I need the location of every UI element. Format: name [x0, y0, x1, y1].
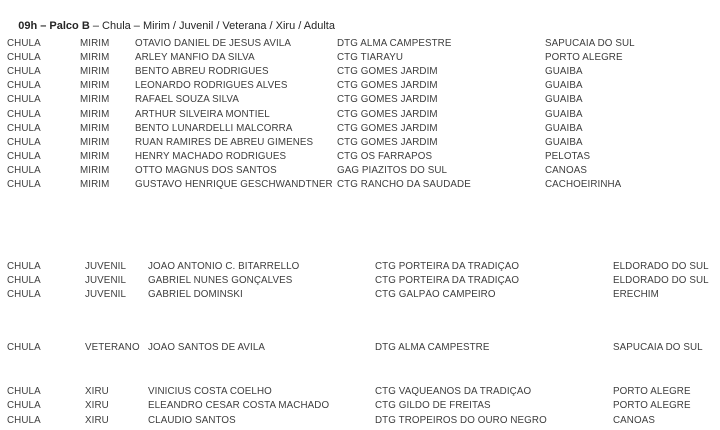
cell-participant: JOÃO SANTOS DE AVILA: [148, 341, 266, 353]
cell-participant: BENTO ABREU RODRIGUES: [135, 65, 269, 77]
cell-city: GUAIBA: [545, 65, 583, 77]
cell-category: MIRIM: [80, 151, 110, 163]
cell-participant: ELEANDRO CESAR COSTA MACHADO: [148, 400, 330, 412]
cell-modality: CHULA: [7, 51, 41, 63]
table-row: [0, 384, 720, 399]
cell-participant: LEONARDO RODRIGUES ALVES: [135, 80, 288, 92]
cell-category: XIRU: [85, 385, 109, 397]
cell-participant: JOÃO ANTONIO C. BITARRELLO: [148, 260, 300, 272]
cell-category: MIRIM: [80, 94, 110, 106]
cell-modality: CHULA: [7, 136, 41, 148]
table-row: [0, 93, 720, 107]
cell-city: ELDORADO DO SUL: [613, 274, 709, 286]
cell-category: MIRIM: [80, 80, 110, 92]
cell-city: PELOTAS: [545, 151, 591, 163]
cell-city: CACHOEIRINHA: [545, 179, 622, 191]
cell-category: JUVENIL: [85, 288, 126, 300]
cell-modality: CHULA: [7, 179, 41, 191]
cell-modality: CHULA: [7, 165, 41, 177]
cell-modality: CHULA: [7, 288, 41, 300]
cell-modality: CHULA: [7, 414, 41, 426]
cell-city: GUAIBA: [545, 108, 583, 120]
cell-entity: GAG PIAZITOS DO SUL: [337, 165, 448, 177]
table-row: [0, 50, 720, 64]
cell-category: MIRIM: [80, 136, 110, 148]
table-row: [0, 64, 720, 78]
cell-entity: DTG ALMA CAMPESTRE: [375, 341, 490, 353]
cell-entity: CTG RANCHO DA SAUDADE: [337, 179, 471, 191]
cell-city: PORTO ALEGRE: [613, 400, 691, 412]
cell-entity: CTG GOMES JARDIM: [337, 65, 438, 77]
cell-participant: RAFAEL SOUZA SILVA: [135, 94, 239, 106]
cell-city: ERECHIM: [613, 288, 659, 300]
table-row: [0, 287, 720, 301]
cell-modality: CHULA: [7, 80, 41, 92]
section-chula-mirim: [0, 36, 720, 192]
cell-category: XIRU: [85, 414, 109, 426]
cell-city: CANOAS: [545, 165, 587, 177]
cell-entity: CTG GOMES JARDIM: [337, 80, 438, 92]
cell-modality: CHULA: [7, 122, 41, 134]
table-row: [0, 135, 720, 149]
cell-city: GUAIBA: [545, 136, 583, 148]
header-description: – Chula – Mirim / Juvenil / Veterana / Xiru / Adulta: [89, 20, 335, 32]
cell-participant: ARTHUR SILVEIRA MONTIEL: [135, 108, 270, 120]
cell-modality: CHULA: [7, 108, 41, 120]
cell-entity: CTG VAQUEANOS DA TRADIÇÃO: [375, 385, 532, 397]
cell-participant: RUAN RAMIRES DE ABREU GIMENES: [135, 136, 314, 148]
cell-modality: CHULA: [7, 400, 41, 412]
cell-category: JUVENIL: [85, 260, 126, 272]
table-row: [0, 413, 720, 428]
cell-participant: HENRY MACHADO RODRIGUES: [135, 151, 287, 163]
table-row: [0, 259, 720, 273]
cell-entity: CTG GOMES JARDIM: [337, 136, 438, 148]
cell-category: MIRIM: [80, 65, 110, 77]
cell-participant: VINICIUS COSTA COELHO: [148, 385, 272, 397]
cell-entity: CTG GOMES JARDIM: [337, 122, 438, 134]
cell-city: GUAIBA: [545, 80, 583, 92]
cell-participant: BENTO LUNARDELLI MALCORRA: [135, 122, 293, 134]
cell-entity: CTG GALPÃO CAMPEIRO: [375, 288, 496, 300]
cell-city: SAPUCAIA DO SUL: [613, 341, 703, 353]
cell-participant: OTTO MAGNUS DOS SANTOS: [135, 165, 277, 177]
cell-city: PORTO ALEGRE: [613, 385, 691, 397]
cell-category: MIRIM: [80, 37, 110, 49]
cell-modality: CHULA: [7, 37, 41, 49]
cell-city: GUAIBA: [545, 122, 583, 134]
cell-modality: CHULA: [7, 260, 41, 272]
cell-category: MIRIM: [80, 122, 110, 134]
table-row: [0, 121, 720, 135]
cell-category: MIRIM: [80, 51, 110, 63]
cell-entity: CTG TIARAYU: [337, 51, 404, 63]
cell-entity: CTG GOMES JARDIM: [337, 94, 438, 106]
cell-modality: CHULA: [7, 341, 41, 353]
section-chula-xiru: [0, 384, 720, 428]
cell-entity: DTG ALMA CAMPESTRE: [337, 37, 452, 49]
cell-city: SAPUCAIA DO SUL: [545, 37, 635, 49]
section-chula-veterano: [0, 340, 720, 354]
cell-category: MIRIM: [80, 179, 110, 191]
table-row: [0, 36, 720, 50]
cell-entity: CTG GILDO DE FREITAS: [375, 400, 491, 412]
cell-city: GUAIBA: [545, 94, 583, 106]
cell-participant: CLAUDIO SANTOS: [148, 414, 236, 426]
table-row: [0, 79, 720, 93]
cell-entity: CTG PORTEIRA DA TRADIÇÃO: [375, 274, 520, 286]
cell-modality: CHULA: [7, 274, 41, 286]
section-chula-juvenil: [0, 259, 720, 301]
cell-participant: GABRIEL NUNES GONÇALVES: [148, 274, 293, 286]
cell-city: ELDORADO DO SUL: [613, 260, 709, 272]
table-row: [0, 340, 720, 354]
cell-modality: CHULA: [7, 151, 41, 163]
cell-category: MIRIM: [80, 165, 110, 177]
cell-entity: CTG OS FARRAPOS: [337, 151, 433, 163]
table-row: [0, 164, 720, 178]
cell-entity: CTG PORTEIRA DA TRADIÇÃO: [375, 260, 520, 272]
cell-category: JUVENIL: [85, 274, 126, 286]
cell-city: CANOAS: [613, 414, 655, 426]
cell-participant: GUSTAVO HENRIQUE GESCHWANDTNER: [135, 179, 333, 191]
table-row: [0, 150, 720, 164]
table-row: [0, 273, 720, 287]
cell-category: VETERANO: [85, 341, 140, 353]
cell-participant: ARLEY MANFIO DA SILVA: [135, 51, 255, 63]
table-row: [0, 107, 720, 121]
cell-category: XIRU: [85, 400, 109, 412]
cell-modality: CHULA: [7, 385, 41, 397]
cell-city: PORTO ALEGRE: [545, 51, 623, 63]
cell-modality: CHULA: [7, 65, 41, 77]
cell-category: MIRIM: [80, 108, 110, 120]
cell-participant: OTAVIO DANIEL DE JESUS AVILA: [135, 37, 291, 49]
cell-participant: GABRIEL DOMINSKI: [148, 288, 243, 300]
cell-entity: DTG TROPEIROS DO OURO NEGRO: [375, 414, 547, 426]
table-row: [0, 399, 720, 414]
table-row: [0, 178, 720, 192]
cell-modality: CHULA: [7, 94, 41, 106]
header-time-venue: 09h – Palco B: [18, 20, 90, 32]
cell-entity: CTG GOMES JARDIM: [337, 108, 438, 120]
